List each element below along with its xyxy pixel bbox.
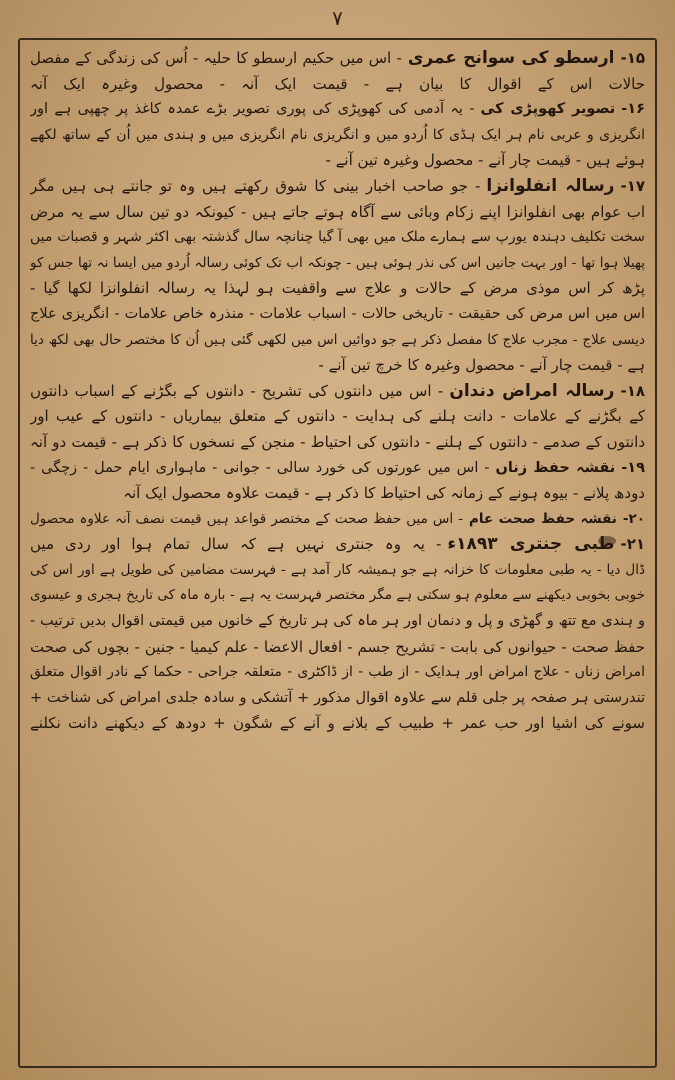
entry-title: رسالہ امراض دندان — [449, 380, 615, 401]
entry-title: ارسطو کی سوانح عمری — [407, 48, 615, 68]
text-line: انگریزی و عربی نام ہر ایک ہڈی کا اُردو میں و انگریزی نام انگریزی میں و ہندی میں اُن کے ساتھ لکھے — [30, 126, 645, 143]
entry-text: - یہ آدمی کی کھوپڑی کی پوری تصویر بڑے عمدہ کاغذ پر چھپی ہے اور — [30, 101, 475, 118]
text-line: سخت تکلیف دہندہ یورپ سے ہمارے ملک میں بھی آ گیا چنانچہ سال گذشتہ بھی اکثر شہر و قصبات میں — [30, 229, 645, 246]
entry-title: نقشہ حفظ زناں — [495, 459, 616, 476]
entry-text: - اس میں عورتوں کی خورد سالی - جوانی - ماہواری ایام حمل - زچگی - — [30, 459, 490, 476]
entry-title: نقشہ حفظ صحت عام — [469, 510, 617, 527]
catalog-entry-19 — [30, 456, 645, 507]
text-line: ہے - قیمت چار آنے - محصول وغیرہ کا خرچ تین آنے - — [318, 356, 645, 375]
page-number: ۷ — [332, 6, 343, 30]
entry-number: ۱۸- — [620, 381, 645, 400]
text-line — [30, 174, 645, 200]
text-line: تندرستی ہر صفحہ پر جلی قلم سے علاوہ اقوال مذکور + آتشکی و سادہ جلدی امراض کی شناخت + — [30, 689, 645, 706]
text-line: امراض زناں - علاج امراض اور ہدایک - از طب - از ڈاکٹری - متعلقہ جراحی - حکما کے نادر اقوال متعلق — [30, 664, 645, 681]
catalog-entry-20 — [30, 507, 645, 533]
text-line — [30, 532, 645, 558]
entry-title: تصویر کھوپڑی کی — [480, 101, 616, 118]
text-line — [30, 507, 645, 533]
text-line — [30, 97, 645, 123]
entry-title: رسالہ انفلوانزا — [486, 175, 615, 196]
entry-text: - یہ وہ جنتری نہیں ہے کہ سال تمام ہوا اور ردی میں — [30, 535, 442, 554]
text-line — [30, 379, 645, 405]
catalog-text — [30, 46, 645, 1060]
text-line: دانتوں کے صدمے - دانتوں کے ہلنے - دانتوں کی احتیاط - منجن کے نسخوں کا ذکر ہے - قیمت دو آنہ — [30, 432, 645, 451]
text-line: و ہندی مع تتھ و گھڑی و پل و دنمان اور ہر ماہ کی ہر تاریخ کے خانوں میں قیمتی اقوال بدیں ترتیب - — [30, 613, 645, 630]
entry-number: ۱۹- — [621, 459, 645, 476]
text-line: کے بگڑنے کے علامات - دانت ہلنے کی ہدایت - دانتوں کے متعلق بیماریاں - دانتوں کے عیب اور — [30, 407, 645, 426]
entry-number: ۱۷- — [620, 176, 645, 195]
text-line: حفظ صحت - حیوانوں کی بابت - تشریح جسم - افعال الاعضا - علم کیمیا - جنین - بچوں کی صحت — [30, 637, 645, 656]
text-line — [30, 456, 645, 482]
catalog-entry-21 — [30, 532, 645, 737]
entry-title: طبی جنتری ۱۸۹۳ء — [447, 534, 615, 555]
text-line: پھیلا ہوا تھا - اور بہت جانیں اس کی نذر ہوئی ہیں - چونکہ اب تک کوئی رسالہ اُردو میں ایسا نہ تھا جس کو — [30, 254, 645, 271]
text-line: اس میں اس مرض کی حقیقت - تاریخی حالات - اسباب علامات - منذرہ خاص علامات - انگریزی علاج — [30, 305, 645, 322]
catalog-entry-16 — [30, 97, 645, 174]
entry-number: ۲۰- — [622, 510, 645, 527]
text-line: دیسی علاج - مجرب علاج کا مفصل ذکر ہے جو دوائیں اس میں لکھی گئی ہیں اُن کا مختصر حال بھی لکھ دیا — [30, 331, 645, 348]
entry-number: ۱۵- — [620, 49, 645, 67]
catalog-entry-17 — [30, 174, 645, 379]
entry-text: - اس میں حفظ صحت کے مختصر قواعد ہیں قیمت نصف آنہ علاوہ محصول — [30, 510, 464, 527]
catalog-entry-18 — [30, 379, 645, 456]
text-line: ہوئے ہیں - قیمت چار آنے - محصول وغیرہ تین آنے - — [325, 151, 645, 170]
text-line: حالات اس کے اقوال کا بیان ہے - قیمت ایک آنہ - محصول وغیرہ ایک آنہ — [30, 74, 645, 93]
catalog-entry-15 — [30, 46, 645, 97]
entry-number: ۲۱- — [620, 535, 645, 554]
entry-text: - اس میں حکیم ارسطو کا حلیہ - اُس کی زندگی کے مفصل — [30, 49, 402, 67]
text-line: خوبی بخوبی دیکھنے سے معلوم ہو سکتی ہے مگر مختصر فہرست یہ ہے - بارہ ماہ کی تاریخ ہجری و عیسوی — [30, 587, 645, 604]
entry-text: - جو صاحب اخبار بینی کا شوق رکھتے ہیں وہ تو جانتے ہی ہیں مگر — [30, 176, 481, 195]
text-line — [30, 46, 645, 72]
text-line: ڈال دیا - یہ طبی معلومات کا خزانہ ہے جو ہمیشہ کار آمد ہے - فہرست مضامین کی طویل ہے اور اس کی — [30, 561, 645, 578]
text-line: پڑھ کر اس موذی مرض کے حالات و علاج سے واقفیت ہو لہذا یہ رسالہ انفلوانزا لکھا گیا - — [30, 279, 645, 298]
text-line: سونے کی اشیا اور حب عمر + طبیب کے بلانے و آنے کے شگون + دودھ کے دیکھنے دانت نکلنے — [30, 714, 645, 733]
text-line: دودھ پلانے - بیوہ ہونے کے زمانہ کی احتیاط کا ذکر ہے - قیمت علاوہ محصول ایک آنہ — [123, 484, 645, 503]
text-line: اب عوام بھی انفلوانزا اپنے زکام وبائی سے آگاہ ہوتے جاتے ہیں - کیونکہ دو تین سال سے یہ مرض — [30, 202, 645, 221]
entry-number: ۱۶- — [621, 101, 645, 118]
entry-text: - اس میں دانتوں کی تشریح - دانتوں کے بگڑنے کے اسباب دانتوں — [30, 381, 444, 400]
